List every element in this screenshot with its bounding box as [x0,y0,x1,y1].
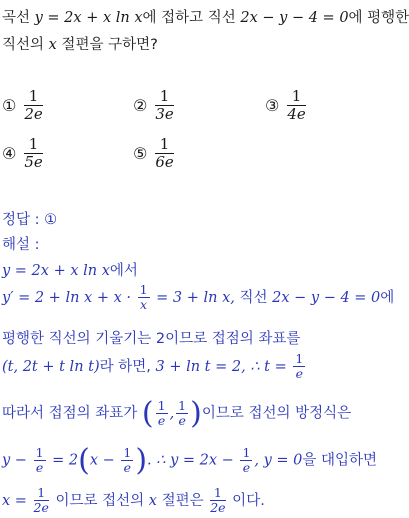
solution-step-7 [2,486,265,516]
left-paren: ( [141,396,154,431]
choice-5[interactable] [133,136,176,172]
step-text: 에서 [109,263,138,279]
fraction-numerator: 1 [157,397,166,413]
step-text: 따라서 접점의 좌표가 [2,405,142,422]
fraction-denominator: 6e [155,153,174,172]
fraction [210,486,225,516]
derivative-expression: y′ = 2 + ln x + x · [2,289,136,306]
curve-equation: y = 2x + x ln x [34,10,143,26]
explanation-label: 해설 : [2,237,40,253]
fraction-numerator: 1 [24,88,42,106]
fraction-numerator: 1 [24,136,42,154]
problem-text: 에 접하고 직선 [142,10,241,26]
fraction-numerator: 1 [155,136,173,154]
problem-text: 직선의 [2,37,49,53]
choice-mark: ④ [2,144,17,164]
point-coordinates: (t, 2t + t ln t) [2,358,100,375]
choice-fraction [155,136,173,172]
choice-mark: ⑤ [133,144,148,164]
equation: 3 + ln t = 2, ∴ t = [155,358,292,375]
solution-step-4 [2,352,307,382]
fraction-numerator: 1 [123,444,132,460]
equation: , y = 0 [254,452,303,469]
fraction [293,352,305,382]
step-text: 이다. [227,492,265,509]
variable-x: x [48,37,57,53]
choice-fraction [24,88,42,124]
fraction [176,399,188,429]
fraction-denominator: 4e [287,105,306,124]
fraction [156,399,168,429]
line-equation: 2x − y − 4 = 0 [240,10,349,26]
right-paren: ) [135,443,148,478]
equation: = 2 [47,452,79,469]
equation: x − [89,452,120,469]
fraction-numerator: 1 [155,88,173,106]
fraction-denominator: e [178,413,186,428]
left-paren: ( [78,443,90,478]
solution-step-5 [2,396,351,431]
step-text: 을 대입하면 [302,452,378,469]
choice-4[interactable] [2,136,45,172]
step-text: 에 [380,289,395,306]
choice-mark: ① [2,96,17,116]
fraction-numerator: 1 [210,486,225,501]
fraction-numerator: 1 [34,486,49,501]
solution-step-3: 평행한 직선의 기울기는 2이므로 접점의 좌표를 [2,331,301,347]
choice-fraction [155,88,173,124]
fraction-numerator: 1 [287,88,305,106]
fraction-denominator: e [242,460,251,475]
variable-x: x [148,492,157,509]
answer-label: 정답 : ① [2,212,58,228]
problem-line-1 [2,6,409,27]
choice-mark: ③ [265,96,280,116]
step-text: 직선 [234,289,273,306]
fraction [240,446,252,476]
fraction-denominator: e [35,460,44,475]
step-text: 절편은 [156,492,209,509]
fraction-denominator: 5e [24,153,43,172]
fraction-denominator: e [295,366,304,382]
choice-fraction [24,136,42,172]
fraction-denominator: 3e [155,105,174,124]
choice-3[interactable] [265,88,308,124]
choice-2[interactable] [133,88,176,124]
problem-text: 에 평행한 [348,10,409,26]
problem-text: 절편을 구하면? [56,37,158,53]
fraction-numerator: 1 [35,444,44,460]
step-text: 이므로 접선의 방정식은 [201,405,352,422]
fraction-denominator: x [140,297,148,313]
line-equation: 2x − y − 4 = 0 [272,289,381,306]
fraction [34,486,49,516]
step-text: 이므로 접선의 [50,492,149,509]
solution-step-6 [2,443,377,478]
right-paren: ) [190,396,202,431]
fraction-numerator: 1 [178,397,187,413]
curve-equation: y = 2x + x ln x [2,263,110,279]
fraction-denominator: e [157,413,166,428]
equation: . ∴ y = 2x − [147,452,239,469]
comma: , [169,405,175,422]
fraction-denominator: e [123,460,132,475]
choice-1[interactable] [2,88,45,124]
fraction-numerator: 1 [295,351,304,366]
solution-step-1 [2,259,138,280]
fraction-denominator: 2e [210,500,226,516]
derivative-expression: = 3 + ln x, [151,289,235,306]
step-text: 라 하면, [99,358,156,375]
problem-line-2 [2,33,158,54]
fraction-numerator: 1 [139,282,148,297]
fraction [34,446,46,476]
fraction [138,283,150,313]
fraction [121,446,133,476]
fraction-numerator: 1 [242,444,251,460]
fraction-denominator: 2e [33,500,49,516]
fraction-denominator: 2e [24,105,43,124]
problem-text: 곡선 [2,10,35,26]
equation: x = [2,492,32,509]
choice-fraction [287,88,305,124]
equation: y − [2,452,32,469]
solution-step-2 [2,283,394,313]
choice-mark: ② [133,96,148,116]
